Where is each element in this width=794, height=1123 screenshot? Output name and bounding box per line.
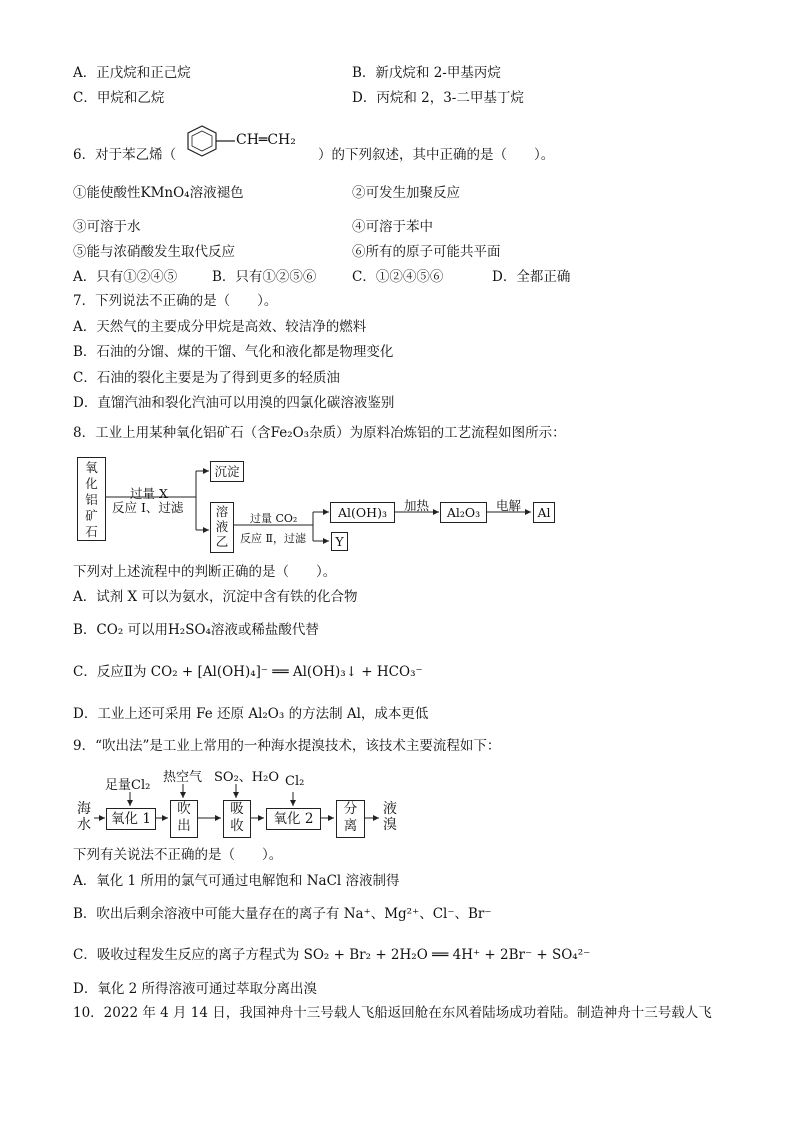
- so2-water-label: SO₂、H₂O: [214, 770, 279, 785]
- precipitate-label: 沉淀: [214, 464, 240, 479]
- q6-option-c: C．①②④⑤⑥: [352, 269, 444, 285]
- chlorine-label: Cl₂: [285, 774, 305, 789]
- excess-chlorine-label: 足量Cl₂: [105, 778, 151, 793]
- q7-option-c: C．石油的裂化主要是为了得到更多的轻质油: [73, 370, 340, 386]
- ore-box: [77, 457, 106, 541]
- q6-item-2: ②可发生加聚反应: [352, 185, 460, 201]
- precipitate-box: [210, 461, 244, 482]
- liquid-bromine-label: 液溴: [383, 801, 397, 833]
- q6-item-6: ⑥所有的原子可能共平面: [352, 244, 501, 260]
- aluminum-hydroxide-label: Al(OH)₃: [338, 505, 387, 520]
- q8-option-a: A．试剂 X 可以为氨水，沉淀中含有铁的化合物: [73, 589, 358, 605]
- q8-stem: 8．工业上用某种氧化铝矿石（含Fe₂O₃杂质）为原料冶炼铝的工艺流程如图所示：: [73, 425, 566, 441]
- q7-option-a: A．天然气的主要成分甲烷是高效、较洁净的燃料: [73, 319, 367, 335]
- separation-label: 分离: [343, 801, 358, 834]
- q6-stem-suffix: ）的下列叙述，其中正确的是（ ）。: [318, 147, 555, 163]
- y-box: [331, 532, 348, 551]
- q9-option-d: D．氧化 2 所得溶液可通过萃取分离出溴: [73, 981, 317, 997]
- q5-option-c: C．甲烷和乙烷: [73, 90, 165, 106]
- q8-prompt: 下列对上述流程中的判断正确的是（ ）。: [73, 564, 337, 580]
- aluminum-hydroxide-box: [330, 502, 395, 523]
- oxidation-1-box: [106, 808, 156, 830]
- q6-stem-prefix: 6．对于苯乙烯（: [73, 147, 177, 163]
- q8-option-c: C．反应Ⅱ为 CO₂ + [Al(OH)₄]⁻ ══ Al(OH)₃↓ + HCO₃⁻: [73, 664, 423, 680]
- q6-option-d: D．全都正确: [492, 269, 571, 285]
- ore-label: 氧化铝矿石: [85, 460, 98, 539]
- q9-prompt: 下列有关说法不正确的是（ ）。: [73, 847, 283, 863]
- aluminum-box: [533, 502, 555, 523]
- electrolysis-label: 电解: [496, 498, 522, 513]
- q9-stem: 9．“吹出法”是工业上常用的一种海水提溴技术，该技术主要流程如下：: [73, 738, 501, 754]
- q5-option-a: A．正戊烷和正己烷: [73, 65, 191, 81]
- solution-label: 溶液乙: [215, 504, 229, 549]
- hot-air-label: 热空气: [163, 770, 203, 785]
- oxidation-1-label: 氧化 1: [111, 811, 151, 827]
- q9-option-a: A．氧化 1 所用的氯气可通过电解饱和 NaCl 溶液制得: [73, 873, 400, 889]
- solution-box: [210, 502, 234, 553]
- aluminum-label: Al: [537, 505, 551, 520]
- q5-option-b: B．新戊烷和 2-甲基丙烷: [352, 65, 501, 81]
- separation-box: [336, 800, 365, 838]
- seawater-label: 海水: [77, 801, 91, 833]
- q6-item-5: ⑤能与浓硝酸发生取代反应: [73, 244, 235, 260]
- step2-reaction-label: 反应 Ⅱ，过滤: [240, 532, 306, 545]
- q7-option-d: D．直馏汽油和裂化汽油可以用溴的四氯化碳溶液鉴别: [73, 395, 395, 411]
- q8-option-b: B．CO₂ 可以用H₂SO₄溶液或稀盐酸代替: [73, 622, 319, 638]
- q9-option-c: C．吸收过程发生反应的离子方程式为 SO₂ + Br₂ + 2H₂O ══ 4H⁺ + 2Br⁻ + SO₄²⁻: [73, 947, 591, 963]
- absorb-label: 吸收: [230, 801, 244, 834]
- step1-reaction-label: 反应 Ⅰ、过滤: [112, 500, 184, 515]
- heat-label: 加热: [404, 498, 430, 513]
- y-label: Y: [335, 534, 344, 549]
- q10-stem: 10．2022 年 4 月 14 日，我国神舟十三号载人飞船返回舱在东风着陆场成功着陆。制造神舟十三号载人飞: [73, 1005, 712, 1021]
- styrene-vinyl-label: CH═CH₂: [236, 132, 296, 148]
- q6-item-3: ③可溶于水: [73, 219, 141, 235]
- oxidation-2-label: 氧化 2: [273, 811, 314, 827]
- blow-out-box: [170, 800, 198, 838]
- alumina-label: Al₂O₃: [446, 505, 481, 520]
- oxidation-2-box: [266, 808, 321, 830]
- q7-option-b: B．石油的分馏、煤的干馏、气化和液化都是物理变化: [73, 344, 394, 360]
- step2-reagent-label: 过量 CO₂: [250, 512, 298, 525]
- step1-reagent-label: 过量 X: [130, 486, 168, 501]
- q5-option-d: D．丙烷和 2，3-二甲基丁烷: [352, 90, 524, 106]
- q6-item-4: ④可溶于苯中: [352, 219, 433, 235]
- alumina-box: [440, 502, 487, 523]
- q9-option-b: B．吹出后剩余溶液中可能大量存在的离子有 Na⁺、Mg²⁺、Cl⁻、Br⁻: [73, 906, 492, 922]
- q6-item-1: ①能使酸性KMnO₄溶液褪色: [73, 185, 244, 201]
- q6-option-a: A．只有①②④⑤: [73, 269, 178, 285]
- absorb-box: [223, 800, 251, 838]
- q7-stem: 7．下列说法不正确的是（ ）。: [73, 293, 278, 309]
- q6-option-b: B．只有①②⑤⑥: [212, 269, 317, 285]
- blow-out-label: 吹出: [177, 801, 191, 834]
- q8-option-d: D．工业上还可采用 Fe 还原 Al₂O₃ 的方法制 Al，成本更低: [73, 706, 429, 722]
